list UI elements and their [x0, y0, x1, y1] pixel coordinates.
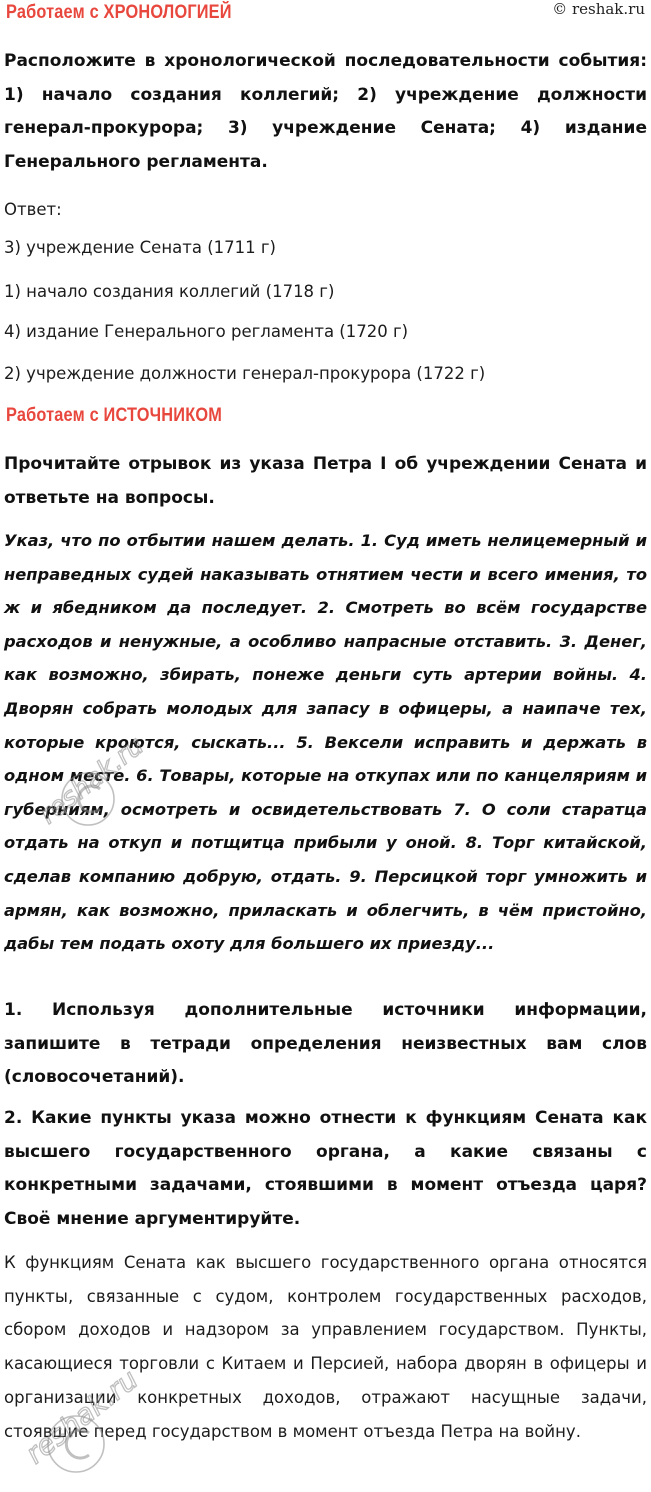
answer-item: 1) начало создания коллегий (1718 г) [4, 282, 335, 301]
heading-source [6, 405, 257, 427]
answer-label: Ответ: [4, 200, 62, 219]
watermark-text: reshak.ru [19, 1362, 145, 1471]
heading-source-text: Работаем с ИСТОЧНИКОМ [6, 405, 223, 426]
answer-item: 4) издание Генерального регламента (1720 г) [4, 322, 409, 341]
heading-chronology-text: Работаем с ХРОНОЛОГИЕЙ [6, 2, 232, 23]
question-1: 1. Используя дополнительные источники информации, запишите в тетради определения неизвестных вам слов (словосочетаний). [4, 1000, 647, 1087]
answer-item: 3) учреждение Сената (1711 г) [4, 238, 276, 257]
chronology-task: Расположите в хронологической последовательности события: 1) начало создания коллегий; 2) учреждение должности генерал-прокурора; 3) учреждение Сената; 4) издание Генерального регламента. [4, 51, 647, 172]
answer-2: К функциям Сената как высшего государственного органа относятся пункты, связанные с судом, контролем государственных расходов, сбором доходов и надзором за управлением государством. Пункты, касающиеся торговли с Китаем и Персией, набора дворян в офицеры и организации конкретных доходов, отражают насущные задачи, стоявшие перед государством в момент отъезда Петра на войну. [4, 1253, 647, 1441]
decree-excerpt: Указ, что по отбытии нашем делать. 1. Суд иметь нелицемерный и неправедных судей наказывать отнятием чести и всего имения, то ж и ябедником да последует. 2. Смотреть во всём государстве расходов и ненужные, а особливо напрасные отставить. 3. Денег, как возможно, збирать, понеже деньги суть артерии войны. 4. Дворян собрать молодых для запасу в офицеры, а наипаче тех, которые кроются, сыскать... 5. Вексели исправить и держать в одном месте. 6. Товары, которые на откупах или по канцеляриям и губерниям, осмотреть и освидетельствовать 7. О соли старатца отдать на откуп и потщитца прибыли у оной. 8. Торг китайской, сделав компанию добрую, отдать. 9. Персицкой торг умножить и армян, как возможно, приласкать и облегчить, в чём пристойно, дабы тем подать охоту для большего их приезду... [4, 531, 647, 954]
source-mark: © reshak.ru [552, 0, 645, 18]
watermark-text: reshak.ru [34, 730, 150, 831]
heading-chronology [6, 2, 268, 24]
answer-item: 2) учреждение должности генерал-прокурора (1722 г) [4, 364, 486, 383]
source-task: Прочитайте отрывок из указа Петра I об учреждении Сената и ответьте на вопросы. [4, 454, 647, 508]
question-2: 2. Какие пункты указа можно отнести к функциям Сената как высшего государственного органа, а какие связаны с конкретными задачами, стоявшими в момент отъезда царя? Своё мнение аргументируйте. [4, 1108, 647, 1229]
